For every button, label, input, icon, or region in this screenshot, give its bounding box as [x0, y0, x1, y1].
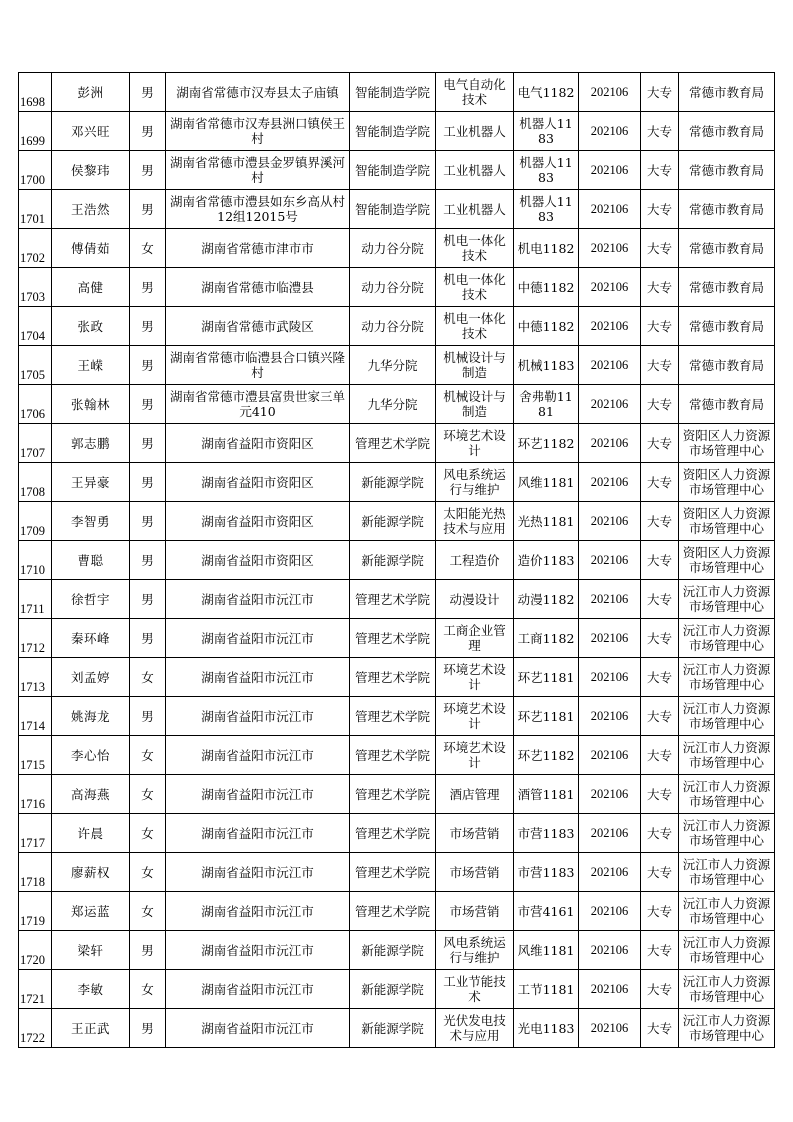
table-row [19, 463, 775, 502]
table-row [19, 385, 775, 424]
college-cell: 管理艺术学院 [350, 580, 436, 619]
home-address-cell: 湖南省益阳市沅江市 [166, 658, 350, 697]
table-row [19, 1009, 775, 1048]
row-number-cell: 1715 [19, 736, 52, 775]
major-cell: 工业机器人 [436, 112, 514, 151]
receiving-unit-cell: 沅江市人力资源市场管理中心 [679, 970, 775, 1009]
row-number-cell: 1722 [19, 1009, 52, 1048]
row-number-cell: 1707 [19, 424, 52, 463]
graduation-date-cell: 202106 [579, 424, 641, 463]
student-name-cell: 王嵘 [52, 346, 130, 385]
home-address-cell: 湖南省益阳市沅江市 [166, 697, 350, 736]
education-level-cell: 大专 [641, 892, 679, 931]
college-cell: 新能源学院 [350, 931, 436, 970]
table-row [19, 151, 775, 190]
major-cell: 动漫设计 [436, 580, 514, 619]
receiving-unit-cell: 沅江市人力资源市场管理中心 [679, 814, 775, 853]
row-number-cell: 1704 [19, 307, 52, 346]
class-name-cell: 中德1182 [514, 307, 579, 346]
major-cell: 光伏发电技术与应用 [436, 1009, 514, 1048]
college-cell: 智能制造学院 [350, 73, 436, 112]
college-cell: 新能源学院 [350, 502, 436, 541]
student-name-cell: 王异豪 [52, 463, 130, 502]
receiving-unit-cell: 常德市教育局 [679, 190, 775, 229]
gender-cell: 女 [130, 853, 166, 892]
receiving-unit-cell: 沅江市人力资源市场管理中心 [679, 892, 775, 931]
row-number-cell: 1708 [19, 463, 52, 502]
education-level-cell: 大专 [641, 463, 679, 502]
gender-cell: 男 [130, 424, 166, 463]
home-address-cell: 湖南省益阳市沅江市 [166, 736, 350, 775]
gender-cell: 男 [130, 463, 166, 502]
graduation-date-cell: 202106 [579, 580, 641, 619]
class-name-cell: 市营1183 [514, 814, 579, 853]
graduation-date-cell: 202106 [579, 775, 641, 814]
college-cell: 九华分院 [350, 385, 436, 424]
roster-table [18, 72, 775, 1048]
class-name-cell: 动漫1182 [514, 580, 579, 619]
class-name-cell: 环艺1181 [514, 658, 579, 697]
major-cell: 机械设计与制造 [436, 346, 514, 385]
home-address-cell: 湖南省常德市临澧县 [166, 268, 350, 307]
class-name-cell: 工商1182 [514, 619, 579, 658]
college-cell: 管理艺术学院 [350, 697, 436, 736]
major-cell: 风电系统运行与维护 [436, 463, 514, 502]
receiving-unit-cell: 沅江市人力资源市场管理中心 [679, 736, 775, 775]
student-name-cell: 许晨 [52, 814, 130, 853]
graduation-date-cell: 202106 [579, 229, 641, 268]
receiving-unit-cell: 资阳区人力资源市场管理中心 [679, 463, 775, 502]
row-number-cell: 1714 [19, 697, 52, 736]
receiving-unit-cell: 常德市教育局 [679, 385, 775, 424]
class-name-cell: 电气1182 [514, 73, 579, 112]
class-name-cell: 中德1182 [514, 268, 579, 307]
college-cell: 动力谷分院 [350, 268, 436, 307]
major-cell: 酒店管理 [436, 775, 514, 814]
gender-cell: 女 [130, 775, 166, 814]
student-name-cell: 李心怡 [52, 736, 130, 775]
class-name-cell: 光电1183 [514, 1009, 579, 1048]
receiving-unit-cell: 常德市教育局 [679, 229, 775, 268]
graduation-date-cell: 202106 [579, 307, 641, 346]
graduation-date-cell: 202106 [579, 268, 641, 307]
college-cell: 智能制造学院 [350, 112, 436, 151]
row-number-cell: 1719 [19, 892, 52, 931]
education-level-cell: 大专 [641, 73, 679, 112]
roster-body [19, 73, 775, 1048]
gender-cell: 女 [130, 970, 166, 1009]
receiving-unit-cell: 沅江市人力资源市场管理中心 [679, 697, 775, 736]
major-cell: 环境艺术设计 [436, 697, 514, 736]
education-level-cell: 大专 [641, 658, 679, 697]
college-cell: 九华分院 [350, 346, 436, 385]
student-name-cell: 侯黎玮 [52, 151, 130, 190]
class-name-cell: 机器人1183 [514, 112, 579, 151]
major-cell: 太阳能光热技术与应用 [436, 502, 514, 541]
row-number-cell: 1710 [19, 541, 52, 580]
student-name-cell: 曹聪 [52, 541, 130, 580]
major-cell: 电气自动化技术 [436, 73, 514, 112]
education-level-cell: 大专 [641, 307, 679, 346]
student-name-cell: 邓兴旺 [52, 112, 130, 151]
class-name-cell: 风维1181 [514, 931, 579, 970]
class-name-cell: 环艺1182 [514, 424, 579, 463]
home-address-cell: 湖南省常德市澧县如东乡高从村12组12015号 [166, 190, 350, 229]
graduation-date-cell: 202106 [579, 931, 641, 970]
education-level-cell: 大专 [641, 775, 679, 814]
class-name-cell: 光热1181 [514, 502, 579, 541]
college-cell: 管理艺术学院 [350, 814, 436, 853]
receiving-unit-cell: 沅江市人力资源市场管理中心 [679, 1009, 775, 1048]
receiving-unit-cell: 常德市教育局 [679, 346, 775, 385]
table-row [19, 697, 775, 736]
table-row [19, 775, 775, 814]
graduation-date-cell: 202106 [579, 151, 641, 190]
graduation-date-cell: 202106 [579, 1009, 641, 1048]
table-row [19, 931, 775, 970]
table-row [19, 658, 775, 697]
row-number-cell: 1699 [19, 112, 52, 151]
class-name-cell: 酒管1181 [514, 775, 579, 814]
table-row [19, 580, 775, 619]
education-level-cell: 大专 [641, 385, 679, 424]
college-cell: 智能制造学院 [350, 190, 436, 229]
student-name-cell: 高海燕 [52, 775, 130, 814]
college-cell: 新能源学院 [350, 463, 436, 502]
gender-cell: 男 [130, 502, 166, 541]
gender-cell: 女 [130, 814, 166, 853]
receiving-unit-cell: 资阳区人力资源市场管理中心 [679, 541, 775, 580]
gender-cell: 男 [130, 151, 166, 190]
table-row [19, 970, 775, 1009]
table-row [19, 619, 775, 658]
home-address-cell: 湖南省常德市临澧县合口镇兴隆村 [166, 346, 350, 385]
education-level-cell: 大专 [641, 268, 679, 307]
home-address-cell: 湖南省常德市澧县金罗镇界溪河村 [166, 151, 350, 190]
major-cell: 环境艺术设计 [436, 658, 514, 697]
home-address-cell: 湖南省益阳市沅江市 [166, 970, 350, 1009]
class-name-cell: 机械1183 [514, 346, 579, 385]
table-row [19, 307, 775, 346]
college-cell: 动力谷分院 [350, 229, 436, 268]
student-name-cell: 王浩然 [52, 190, 130, 229]
education-level-cell: 大专 [641, 424, 679, 463]
home-address-cell: 湖南省常德市汉寿县洲口镇侯王村 [166, 112, 350, 151]
education-level-cell: 大专 [641, 190, 679, 229]
row-number-cell: 1706 [19, 385, 52, 424]
major-cell: 机电一体化技术 [436, 229, 514, 268]
education-level-cell: 大专 [641, 580, 679, 619]
home-address-cell: 湖南省益阳市沅江市 [166, 853, 350, 892]
major-cell: 市场营销 [436, 853, 514, 892]
gender-cell: 男 [130, 346, 166, 385]
row-number-cell: 1718 [19, 853, 52, 892]
table-row [19, 502, 775, 541]
class-name-cell: 工节1181 [514, 970, 579, 1009]
student-name-cell: 张政 [52, 307, 130, 346]
class-name-cell: 环艺1181 [514, 697, 579, 736]
gender-cell: 男 [130, 385, 166, 424]
education-level-cell: 大专 [641, 853, 679, 892]
table-row [19, 73, 775, 112]
major-cell: 工业节能技术 [436, 970, 514, 1009]
major-cell: 工商企业管理 [436, 619, 514, 658]
college-cell: 智能制造学院 [350, 151, 436, 190]
major-cell: 风电系统运行与维护 [436, 931, 514, 970]
row-number-cell: 1702 [19, 229, 52, 268]
gender-cell: 女 [130, 736, 166, 775]
home-address-cell: 湖南省益阳市沅江市 [166, 580, 350, 619]
class-name-cell: 风维1181 [514, 463, 579, 502]
receiving-unit-cell: 常德市教育局 [679, 151, 775, 190]
education-level-cell: 大专 [641, 736, 679, 775]
college-cell: 管理艺术学院 [350, 775, 436, 814]
table-row [19, 112, 775, 151]
education-level-cell: 大专 [641, 814, 679, 853]
row-number-cell: 1720 [19, 931, 52, 970]
home-address-cell: 湖南省常德市澧县富贵世家三单元410 [166, 385, 350, 424]
graduation-date-cell: 202106 [579, 112, 641, 151]
gender-cell: 女 [130, 892, 166, 931]
class-name-cell: 舍弗勒1181 [514, 385, 579, 424]
student-name-cell: 廖薪权 [52, 853, 130, 892]
student-name-cell: 张翰林 [52, 385, 130, 424]
class-name-cell: 机器人1183 [514, 190, 579, 229]
college-cell: 管理艺术学院 [350, 853, 436, 892]
receiving-unit-cell: 沅江市人力资源市场管理中心 [679, 580, 775, 619]
row-number-cell: 1711 [19, 580, 52, 619]
table-row [19, 853, 775, 892]
graduation-date-cell: 202106 [579, 697, 641, 736]
home-address-cell: 湖南省益阳市沅江市 [166, 1009, 350, 1048]
education-level-cell: 大专 [641, 229, 679, 268]
graduation-date-cell: 202106 [579, 346, 641, 385]
major-cell: 工业机器人 [436, 151, 514, 190]
major-cell: 工业机器人 [436, 190, 514, 229]
receiving-unit-cell: 沅江市人力资源市场管理中心 [679, 931, 775, 970]
table-row [19, 346, 775, 385]
home-address-cell: 湖南省益阳市沅江市 [166, 892, 350, 931]
home-address-cell: 湖南省益阳市资阳区 [166, 424, 350, 463]
graduation-date-cell: 202106 [579, 814, 641, 853]
class-name-cell: 机器人1183 [514, 151, 579, 190]
receiving-unit-cell: 沅江市人力资源市场管理中心 [679, 853, 775, 892]
table-row [19, 229, 775, 268]
student-name-cell: 刘孟婷 [52, 658, 130, 697]
education-level-cell: 大专 [641, 151, 679, 190]
college-cell: 管理艺术学院 [350, 424, 436, 463]
education-level-cell: 大专 [641, 970, 679, 1009]
student-name-cell: 徐哲宇 [52, 580, 130, 619]
student-name-cell: 郑运蓝 [52, 892, 130, 931]
receiving-unit-cell: 沅江市人力资源市场管理中心 [679, 775, 775, 814]
college-cell: 管理艺术学院 [350, 892, 436, 931]
home-address-cell: 湖南省益阳市资阳区 [166, 463, 350, 502]
major-cell: 市场营销 [436, 814, 514, 853]
row-number-cell: 1701 [19, 190, 52, 229]
gender-cell: 男 [130, 190, 166, 229]
graduation-date-cell: 202106 [579, 853, 641, 892]
college-cell: 新能源学院 [350, 1009, 436, 1048]
home-address-cell: 湖南省益阳市资阳区 [166, 541, 350, 580]
gender-cell: 男 [130, 1009, 166, 1048]
gender-cell: 男 [130, 73, 166, 112]
class-name-cell: 市营1183 [514, 853, 579, 892]
education-level-cell: 大专 [641, 346, 679, 385]
graduation-date-cell: 202106 [579, 970, 641, 1009]
graduation-date-cell: 202106 [579, 658, 641, 697]
home-address-cell: 湖南省益阳市沅江市 [166, 775, 350, 814]
gender-cell: 男 [130, 268, 166, 307]
student-name-cell: 王正武 [52, 1009, 130, 1048]
education-level-cell: 大专 [641, 697, 679, 736]
home-address-cell: 湖南省常德市津市市 [166, 229, 350, 268]
graduation-date-cell: 202106 [579, 73, 641, 112]
gender-cell: 男 [130, 619, 166, 658]
receiving-unit-cell: 沅江市人力资源市场管理中心 [679, 658, 775, 697]
major-cell: 市场营销 [436, 892, 514, 931]
college-cell: 管理艺术学院 [350, 736, 436, 775]
table-row [19, 424, 775, 463]
receiving-unit-cell: 资阳区人力资源市场管理中心 [679, 502, 775, 541]
receiving-unit-cell: 常德市教育局 [679, 73, 775, 112]
home-address-cell: 湖南省益阳市资阳区 [166, 502, 350, 541]
home-address-cell: 湖南省益阳市沅江市 [166, 931, 350, 970]
college-cell: 管理艺术学院 [350, 658, 436, 697]
gender-cell: 女 [130, 658, 166, 697]
receiving-unit-cell: 沅江市人力资源市场管理中心 [679, 619, 775, 658]
graduation-date-cell: 202106 [579, 892, 641, 931]
education-level-cell: 大专 [641, 619, 679, 658]
education-level-cell: 大专 [641, 931, 679, 970]
student-name-cell: 彭洲 [52, 73, 130, 112]
class-name-cell: 市营4161 [514, 892, 579, 931]
receiving-unit-cell: 常德市教育局 [679, 112, 775, 151]
row-number-cell: 1712 [19, 619, 52, 658]
receiving-unit-cell: 资阳区人力资源市场管理中心 [679, 424, 775, 463]
major-cell: 机械设计与制造 [436, 385, 514, 424]
student-name-cell: 姚海龙 [52, 697, 130, 736]
home-address-cell: 湖南省常德市武陵区 [166, 307, 350, 346]
major-cell: 环境艺术设计 [436, 424, 514, 463]
home-address-cell: 湖南省益阳市沅江市 [166, 814, 350, 853]
major-cell: 工程造价 [436, 541, 514, 580]
student-name-cell: 郭志鹏 [52, 424, 130, 463]
row-number-cell: 1698 [19, 73, 52, 112]
gender-cell: 男 [130, 697, 166, 736]
college-cell: 动力谷分院 [350, 307, 436, 346]
education-level-cell: 大专 [641, 112, 679, 151]
row-number-cell: 1716 [19, 775, 52, 814]
row-number-cell: 1703 [19, 268, 52, 307]
graduation-date-cell: 202106 [579, 619, 641, 658]
receiving-unit-cell: 常德市教育局 [679, 268, 775, 307]
class-name-cell: 造价1183 [514, 541, 579, 580]
college-cell: 新能源学院 [350, 541, 436, 580]
graduation-date-cell: 202106 [579, 385, 641, 424]
table-row [19, 814, 775, 853]
major-cell: 机电一体化技术 [436, 268, 514, 307]
home-address-cell: 湖南省常德市汉寿县太子庙镇 [166, 73, 350, 112]
student-name-cell: 秦环峰 [52, 619, 130, 658]
major-cell: 机电一体化技术 [436, 307, 514, 346]
home-address-cell: 湖南省益阳市沅江市 [166, 619, 350, 658]
gender-cell: 女 [130, 229, 166, 268]
student-name-cell: 李智勇 [52, 502, 130, 541]
receiving-unit-cell: 常德市教育局 [679, 307, 775, 346]
table-row [19, 736, 775, 775]
graduation-date-cell: 202106 [579, 541, 641, 580]
education-level-cell: 大专 [641, 1009, 679, 1048]
graduation-date-cell: 202106 [579, 463, 641, 502]
class-name-cell: 机电1182 [514, 229, 579, 268]
row-number-cell: 1717 [19, 814, 52, 853]
row-number-cell: 1713 [19, 658, 52, 697]
college-cell: 管理艺术学院 [350, 619, 436, 658]
student-name-cell: 李敏 [52, 970, 130, 1009]
row-number-cell: 1721 [19, 970, 52, 1009]
student-name-cell: 梁轩 [52, 931, 130, 970]
graduation-date-cell: 202106 [579, 736, 641, 775]
row-number-cell: 1709 [19, 502, 52, 541]
graduation-date-cell: 202106 [579, 502, 641, 541]
table-row [19, 268, 775, 307]
student-name-cell: 傅倩茹 [52, 229, 130, 268]
row-number-cell: 1705 [19, 346, 52, 385]
table-row [19, 190, 775, 229]
graduation-date-cell: 202106 [579, 190, 641, 229]
college-cell: 新能源学院 [350, 970, 436, 1009]
table-row [19, 541, 775, 580]
gender-cell: 男 [130, 307, 166, 346]
row-number-cell: 1700 [19, 151, 52, 190]
gender-cell: 男 [130, 931, 166, 970]
education-level-cell: 大专 [641, 541, 679, 580]
class-name-cell: 环艺1182 [514, 736, 579, 775]
table-row [19, 892, 775, 931]
gender-cell: 男 [130, 580, 166, 619]
gender-cell: 男 [130, 541, 166, 580]
student-name-cell: 高健 [52, 268, 130, 307]
education-level-cell: 大专 [641, 502, 679, 541]
gender-cell: 男 [130, 112, 166, 151]
major-cell: 环境艺术设计 [436, 736, 514, 775]
